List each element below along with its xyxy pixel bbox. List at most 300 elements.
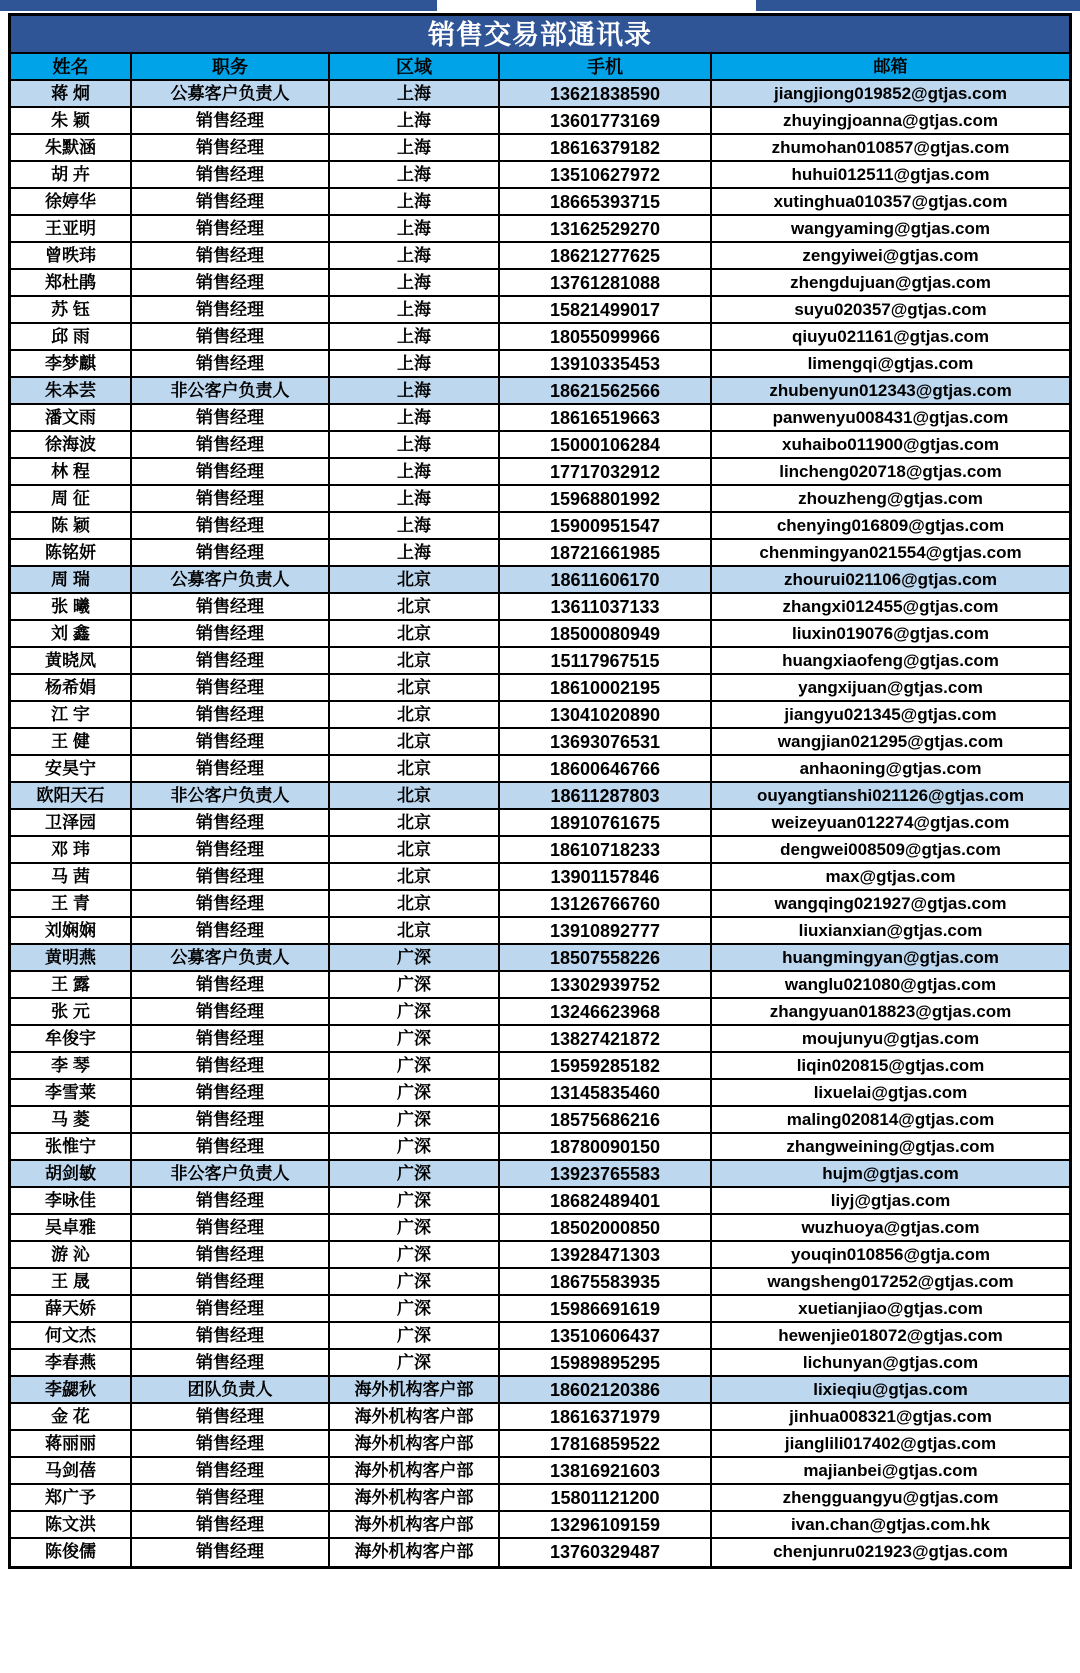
contact-row [11, 756, 1069, 783]
region-cell: 北京 [330, 837, 500, 862]
phone-cell: 18682489401 [500, 1188, 712, 1213]
contact-row [11, 1431, 1069, 1458]
phone-cell: 18610718233 [500, 837, 712, 862]
name-cell: 何文杰 [11, 1323, 132, 1348]
email-cell: jianglili017402@gtjas.com [784, 1434, 997, 1453]
region-cell: 上海 [330, 216, 500, 241]
email-cell: liuxin019076@gtjas.com [791, 624, 990, 643]
phone-cell: 18780090150 [500, 1134, 712, 1159]
email-cell: zhumohan010857@gtjas.com [771, 138, 1010, 157]
position-cell: 销售经理 [132, 1323, 330, 1348]
page-title: 销售交易部通讯录 [11, 16, 1069, 54]
contact-row [11, 486, 1069, 513]
phone-cell: 13760329487 [500, 1539, 712, 1566]
column-header-position: 职务 [132, 54, 330, 79]
position-cell: 销售经理 [132, 324, 330, 349]
name-cell: 游 沁 [11, 1242, 132, 1267]
region-cell: 广深 [330, 999, 500, 1024]
region-cell: 上海 [330, 513, 500, 538]
region-cell: 上海 [330, 351, 500, 376]
contact-row [11, 189, 1069, 216]
region-cell: 上海 [330, 81, 500, 106]
name-cell: 张惟宁 [11, 1134, 132, 1159]
region-cell: 海外机构客户部 [330, 1431, 500, 1456]
name-cell: 王 露 [11, 972, 132, 997]
contact-row [11, 702, 1069, 729]
position-cell: 销售经理 [132, 729, 330, 754]
phone-cell: 13621838590 [500, 81, 712, 106]
region-cell: 北京 [330, 891, 500, 916]
position-cell: 销售经理 [132, 756, 330, 781]
email-cell: zengyiwei@gtjas.com [802, 246, 979, 265]
name-cell: 林 程 [11, 459, 132, 484]
name-cell: 邱 雨 [11, 324, 132, 349]
region-cell: 广深 [330, 1188, 500, 1213]
phone-cell: 13510606437 [500, 1323, 712, 1348]
position-cell: 销售经理 [132, 189, 330, 214]
name-cell: 蒋丽丽 [11, 1431, 132, 1456]
contact-row [11, 270, 1069, 297]
contact-row [11, 567, 1069, 594]
email-cell: zhangweining@gtjas.com [786, 1137, 995, 1156]
email-cell: liyj@gtjas.com [830, 1191, 951, 1210]
position-cell: 销售经理 [132, 837, 330, 862]
phone-cell: 15959285182 [500, 1053, 712, 1078]
contact-row [11, 1053, 1069, 1080]
email-cell: xuhaibo011900@gtjas.com [782, 435, 999, 454]
region-cell: 上海 [330, 135, 500, 160]
position-cell: 非公客户负责人 [132, 1161, 330, 1186]
name-cell: 苏 钰 [11, 297, 132, 322]
contact-row [11, 783, 1069, 810]
region-cell: 海外机构客户部 [330, 1377, 500, 1402]
position-cell: 销售经理 [132, 648, 330, 673]
position-cell: 销售经理 [132, 594, 330, 619]
contact-row [11, 459, 1069, 486]
region-cell: 海外机构客户部 [330, 1404, 500, 1429]
contact-row [11, 216, 1069, 243]
name-cell: 李勰秋 [11, 1377, 132, 1402]
position-cell: 销售经理 [132, 540, 330, 565]
phone-cell: 18910761675 [500, 810, 712, 835]
region-cell: 海外机构客户部 [330, 1485, 500, 1510]
region-cell: 广深 [330, 1107, 500, 1132]
region-cell: 北京 [330, 756, 500, 781]
position-cell: 公募客户负责人 [132, 567, 330, 592]
contact-row [11, 621, 1069, 648]
position-cell: 销售经理 [132, 297, 330, 322]
position-cell: 销售经理 [132, 1512, 330, 1537]
position-cell: 销售经理 [132, 675, 330, 700]
email-cell: suyu020357@gtjas.com [794, 300, 987, 319]
contact-row [11, 540, 1069, 567]
email-cell: panwenyu008431@gtjas.com [772, 408, 1009, 427]
table-header-row [11, 54, 1069, 81]
position-cell: 团队负责人 [132, 1377, 330, 1402]
email-cell: huhui012511@gtjas.com [791, 165, 990, 184]
email-cell: ivan.chan@gtjas.com.hk [791, 1515, 990, 1534]
email-cell: liuxianxian@gtjas.com [798, 921, 983, 940]
email-cell: wanglu021080@gtjas.com [784, 975, 997, 994]
contact-row [11, 972, 1069, 999]
phone-cell: 18507558226 [500, 945, 712, 970]
phone-cell: 15821499017 [500, 297, 712, 322]
position-cell: 销售经理 [132, 918, 330, 943]
region-cell: 海外机构客户部 [330, 1539, 500, 1566]
contact-row [11, 324, 1069, 351]
contact-row [11, 108, 1069, 135]
email-cell: zhubenyun012343@gtjas.com [769, 381, 1012, 400]
name-cell: 王亚明 [11, 216, 132, 241]
phone-cell: 13126766760 [500, 891, 712, 916]
top-strip-right-segment [756, 0, 1080, 11]
position-cell: 销售经理 [132, 1458, 330, 1483]
phone-cell: 18675583935 [500, 1269, 712, 1294]
email-cell: jiangjiong019852@gtjas.com [774, 84, 1007, 103]
phone-cell: 13910335453 [500, 351, 712, 376]
region-cell: 上海 [330, 540, 500, 565]
contact-row [11, 135, 1069, 162]
position-cell: 销售经理 [132, 1404, 330, 1429]
phone-cell: 15117967515 [500, 648, 712, 673]
position-cell: 非公客户负责人 [132, 783, 330, 808]
phone-cell: 18616379182 [500, 135, 712, 160]
table-body [11, 81, 1069, 1566]
name-cell: 朱默涵 [11, 135, 132, 160]
email-cell: huangxiaofeng@gtjas.com [782, 651, 999, 670]
name-cell: 李梦麒 [11, 351, 132, 376]
phone-cell: 17816859522 [500, 1431, 712, 1456]
name-cell: 安昊宁 [11, 756, 132, 781]
contact-row [11, 1539, 1069, 1566]
email-cell: huangmingyan@gtjas.com [782, 948, 999, 967]
contact-row [11, 945, 1069, 972]
position-cell: 非公客户负责人 [132, 378, 330, 403]
position-cell: 销售经理 [132, 1080, 330, 1105]
name-cell: 张 元 [11, 999, 132, 1024]
email-cell: youqin010856@gtja.com [791, 1245, 990, 1264]
position-cell: 销售经理 [132, 1269, 330, 1294]
position-cell: 销售经理 [132, 621, 330, 646]
region-cell: 上海 [330, 378, 500, 403]
contact-row [11, 1485, 1069, 1512]
phone-cell: 18575686216 [500, 1107, 712, 1132]
name-cell: 邓 玮 [11, 837, 132, 862]
region-cell: 北京 [330, 567, 500, 592]
contact-row [11, 1188, 1069, 1215]
contact-row [11, 1512, 1069, 1539]
position-cell: 销售经理 [132, 891, 330, 916]
position-cell: 销售经理 [132, 1215, 330, 1240]
position-cell: 销售经理 [132, 810, 330, 835]
phone-cell: 13145835460 [500, 1080, 712, 1105]
name-cell: 马 菱 [11, 1107, 132, 1132]
phone-cell: 13816921603 [500, 1458, 712, 1483]
region-cell: 广深 [330, 1323, 500, 1348]
name-cell: 周 征 [11, 486, 132, 511]
email-cell: zhangxi012455@gtjas.com [782, 597, 999, 616]
region-cell: 上海 [330, 162, 500, 187]
region-cell: 北京 [330, 729, 500, 754]
position-cell: 销售经理 [132, 1431, 330, 1456]
email-cell: xutinghua010357@gtjas.com [773, 192, 1008, 211]
contact-row [11, 1026, 1069, 1053]
top-edge-strip [0, 0, 1080, 11]
contact-row [11, 594, 1069, 621]
name-cell: 黄晓凤 [11, 648, 132, 673]
region-cell: 广深 [330, 1350, 500, 1375]
region-cell: 海外机构客户部 [330, 1458, 500, 1483]
phone-cell: 13296109159 [500, 1512, 712, 1537]
region-cell: 广深 [330, 1215, 500, 1240]
contacts-table [8, 13, 1072, 1569]
region-cell: 广深 [330, 1269, 500, 1294]
contact-row [11, 1377, 1069, 1404]
name-cell: 卫泽园 [11, 810, 132, 835]
contact-row [11, 729, 1069, 756]
position-cell: 销售经理 [132, 405, 330, 430]
contact-row [11, 243, 1069, 270]
email-cell: lincheng020718@gtjas.com [779, 462, 1002, 481]
email-cell: qiuyu021161@gtjas.com [791, 327, 990, 346]
phone-cell: 13827421872 [500, 1026, 712, 1051]
email-cell: zhengguangyu@gtjas.com [782, 1488, 999, 1507]
name-cell: 陈 颖 [11, 513, 132, 538]
position-cell: 销售经理 [132, 459, 330, 484]
contact-row [11, 675, 1069, 702]
contact-row [11, 864, 1069, 891]
phone-cell: 15801121200 [500, 1485, 712, 1510]
phone-cell: 15989895295 [500, 1350, 712, 1375]
name-cell: 张 曦 [11, 594, 132, 619]
region-cell: 北京 [330, 702, 500, 727]
position-cell: 销售经理 [132, 972, 330, 997]
name-cell: 郑杜鹃 [11, 270, 132, 295]
email-cell: weizeyuan012274@gtjas.com [771, 813, 1010, 832]
email-cell: ouyangtianshi021126@gtjas.com [757, 786, 1024, 805]
phone-cell: 13923765583 [500, 1161, 712, 1186]
contact-row [11, 378, 1069, 405]
contact-row [11, 810, 1069, 837]
email-cell: yangxijuan@gtjas.com [798, 678, 983, 697]
column-header-email: 邮箱 [873, 57, 908, 76]
phone-cell: 18616371979 [500, 1404, 712, 1429]
name-cell: 李春燕 [11, 1350, 132, 1375]
email-cell: hewenjie018072@gtjas.com [778, 1326, 1003, 1345]
email-cell: moujunyu@gtjas.com [801, 1029, 980, 1048]
name-cell: 曾昳玮 [11, 243, 132, 268]
name-cell: 刘娴娴 [11, 918, 132, 943]
position-cell: 销售经理 [132, 1485, 330, 1510]
name-cell: 杨希娟 [11, 675, 132, 700]
email-cell: zhouzheng@gtjas.com [798, 489, 983, 508]
phone-cell: 13693076531 [500, 729, 712, 754]
region-cell: 上海 [330, 243, 500, 268]
position-cell: 销售经理 [132, 108, 330, 133]
contact-row [11, 1296, 1069, 1323]
column-header-region: 区域 [330, 54, 500, 79]
phone-cell: 18621562566 [500, 378, 712, 403]
region-cell: 上海 [330, 108, 500, 133]
phone-cell: 18500080949 [500, 621, 712, 646]
region-cell: 广深 [330, 1242, 500, 1267]
position-cell: 公募客户负责人 [132, 81, 330, 106]
name-cell: 马剑蓓 [11, 1458, 132, 1483]
email-cell: chenmingyan021554@gtjas.com [759, 543, 1022, 562]
name-cell: 徐海波 [11, 432, 132, 457]
position-cell: 销售经理 [132, 1134, 330, 1159]
email-cell: max@gtjas.com [825, 867, 956, 886]
region-cell: 上海 [330, 432, 500, 457]
region-cell: 广深 [330, 1161, 500, 1186]
region-cell: 北京 [330, 783, 500, 808]
column-header-name: 姓名 [11, 54, 132, 79]
contact-row [11, 1215, 1069, 1242]
contact-row [11, 513, 1069, 540]
region-cell: 广深 [330, 1296, 500, 1321]
column-header-phone: 手机 [500, 54, 712, 79]
email-cell: zhengdujuan@gtjas.com [790, 273, 991, 292]
name-cell: 朱本芸 [11, 378, 132, 403]
email-cell: wuzhuoya@gtjas.com [801, 1218, 980, 1237]
phone-cell: 18611287803 [500, 783, 712, 808]
name-cell: 王 健 [11, 729, 132, 754]
email-cell: xuetianjiao@gtjas.com [798, 1299, 983, 1318]
region-cell: 北京 [330, 675, 500, 700]
contact-row [11, 1350, 1069, 1377]
email-cell: chenying016809@gtjas.com [776, 516, 1005, 535]
contact-row [11, 999, 1069, 1026]
email-cell: jiangyu021345@gtjas.com [784, 705, 997, 724]
region-cell: 北京 [330, 648, 500, 673]
contact-row [11, 1242, 1069, 1269]
name-cell: 李咏佳 [11, 1188, 132, 1213]
region-cell: 海外机构客户部 [330, 1512, 500, 1537]
phone-cell: 18665393715 [500, 189, 712, 214]
region-cell: 北京 [330, 864, 500, 889]
position-cell: 销售经理 [132, 1350, 330, 1375]
phone-cell: 15000106284 [500, 432, 712, 457]
email-cell: anhaoning@gtjas.com [799, 759, 982, 778]
phone-cell: 13601773169 [500, 108, 712, 133]
region-cell: 北京 [330, 918, 500, 943]
contact-row [11, 1269, 1069, 1296]
phone-cell: 18611606170 [500, 567, 712, 592]
phone-cell: 18502000850 [500, 1215, 712, 1240]
email-cell: maling020814@gtjas.com [786, 1110, 995, 1129]
position-cell: 销售经理 [132, 270, 330, 295]
phone-cell: 13761281088 [500, 270, 712, 295]
email-cell: zhuyingjoanna@gtjas.com [783, 111, 998, 130]
name-cell: 徐婷华 [11, 189, 132, 214]
position-cell: 销售经理 [132, 513, 330, 538]
contact-row [11, 1323, 1069, 1350]
email-cell: majianbei@gtjas.com [803, 1461, 978, 1480]
phone-cell: 13162529270 [500, 216, 712, 241]
name-cell: 潘文雨 [11, 405, 132, 430]
phone-cell: 18721661985 [500, 540, 712, 565]
email-cell: chenjunru021923@gtjas.com [773, 1542, 1008, 1561]
name-cell: 李 琴 [11, 1053, 132, 1078]
contact-row [11, 1404, 1069, 1431]
name-cell: 郑广予 [11, 1485, 132, 1510]
position-cell: 销售经理 [132, 135, 330, 160]
contact-row [11, 1107, 1069, 1134]
name-cell: 周 瑞 [11, 567, 132, 592]
name-cell: 胡剑敏 [11, 1161, 132, 1186]
position-cell: 销售经理 [132, 243, 330, 268]
email-cell: lixieqiu@gtjas.com [813, 1380, 968, 1399]
phone-cell: 15900951547 [500, 513, 712, 538]
email-cell: dengwei008509@gtjas.com [780, 840, 1001, 859]
contact-row [11, 162, 1069, 189]
email-cell: zhourui021106@gtjas.com [783, 570, 998, 589]
position-cell: 销售经理 [132, 1026, 330, 1051]
name-cell: 吴卓雅 [11, 1215, 132, 1240]
region-cell: 北京 [330, 810, 500, 835]
name-cell: 胡 卉 [11, 162, 132, 187]
email-cell: lixuelai@gtjas.com [813, 1083, 968, 1102]
phone-cell: 18055099966 [500, 324, 712, 349]
phone-cell: 13910892777 [500, 918, 712, 943]
region-cell: 上海 [330, 324, 500, 349]
region-cell: 广深 [330, 972, 500, 997]
region-cell: 北京 [330, 621, 500, 646]
phone-cell: 18621277625 [500, 243, 712, 268]
name-cell: 黄明燕 [11, 945, 132, 970]
contact-row [11, 405, 1069, 432]
email-cell: zhangyuan018823@gtjas.com [769, 1002, 1012, 1021]
contact-row [11, 918, 1069, 945]
position-cell: 销售经理 [132, 1107, 330, 1132]
email-cell: wangsheng017252@gtjas.com [767, 1272, 1014, 1291]
contact-row [11, 891, 1069, 918]
phone-cell: 18616519663 [500, 405, 712, 430]
region-cell: 广深 [330, 1080, 500, 1105]
email-cell: liqin020815@gtjas.com [796, 1056, 985, 1075]
name-cell: 薛天娇 [11, 1296, 132, 1321]
contact-row [11, 351, 1069, 378]
contact-row [11, 1134, 1069, 1161]
contact-row [11, 837, 1069, 864]
region-cell: 上海 [330, 486, 500, 511]
region-cell: 上海 [330, 297, 500, 322]
phone-cell: 13901157846 [500, 864, 712, 889]
contact-row [11, 297, 1069, 324]
phone-cell: 18600646766 [500, 756, 712, 781]
phone-cell: 13246623968 [500, 999, 712, 1024]
position-cell: 销售经理 [132, 1053, 330, 1078]
region-cell: 广深 [330, 1134, 500, 1159]
region-cell: 上海 [330, 405, 500, 430]
name-cell: 欧阳天石 [11, 783, 132, 808]
region-cell: 广深 [330, 1053, 500, 1078]
name-cell: 江 宇 [11, 702, 132, 727]
name-cell: 陈俊儒 [11, 1539, 132, 1566]
position-cell: 销售经理 [132, 351, 330, 376]
region-cell: 上海 [330, 459, 500, 484]
name-cell: 朱 颖 [11, 108, 132, 133]
contact-row [11, 1080, 1069, 1107]
name-cell: 王 晟 [11, 1269, 132, 1294]
contact-row [11, 1161, 1069, 1188]
position-cell: 销售经理 [132, 1242, 330, 1267]
region-cell: 广深 [330, 1026, 500, 1051]
position-cell: 销售经理 [132, 486, 330, 511]
name-cell: 蒋 炯 [11, 81, 132, 106]
phone-cell: 13928471303 [500, 1242, 712, 1267]
phone-cell: 15968801992 [500, 486, 712, 511]
